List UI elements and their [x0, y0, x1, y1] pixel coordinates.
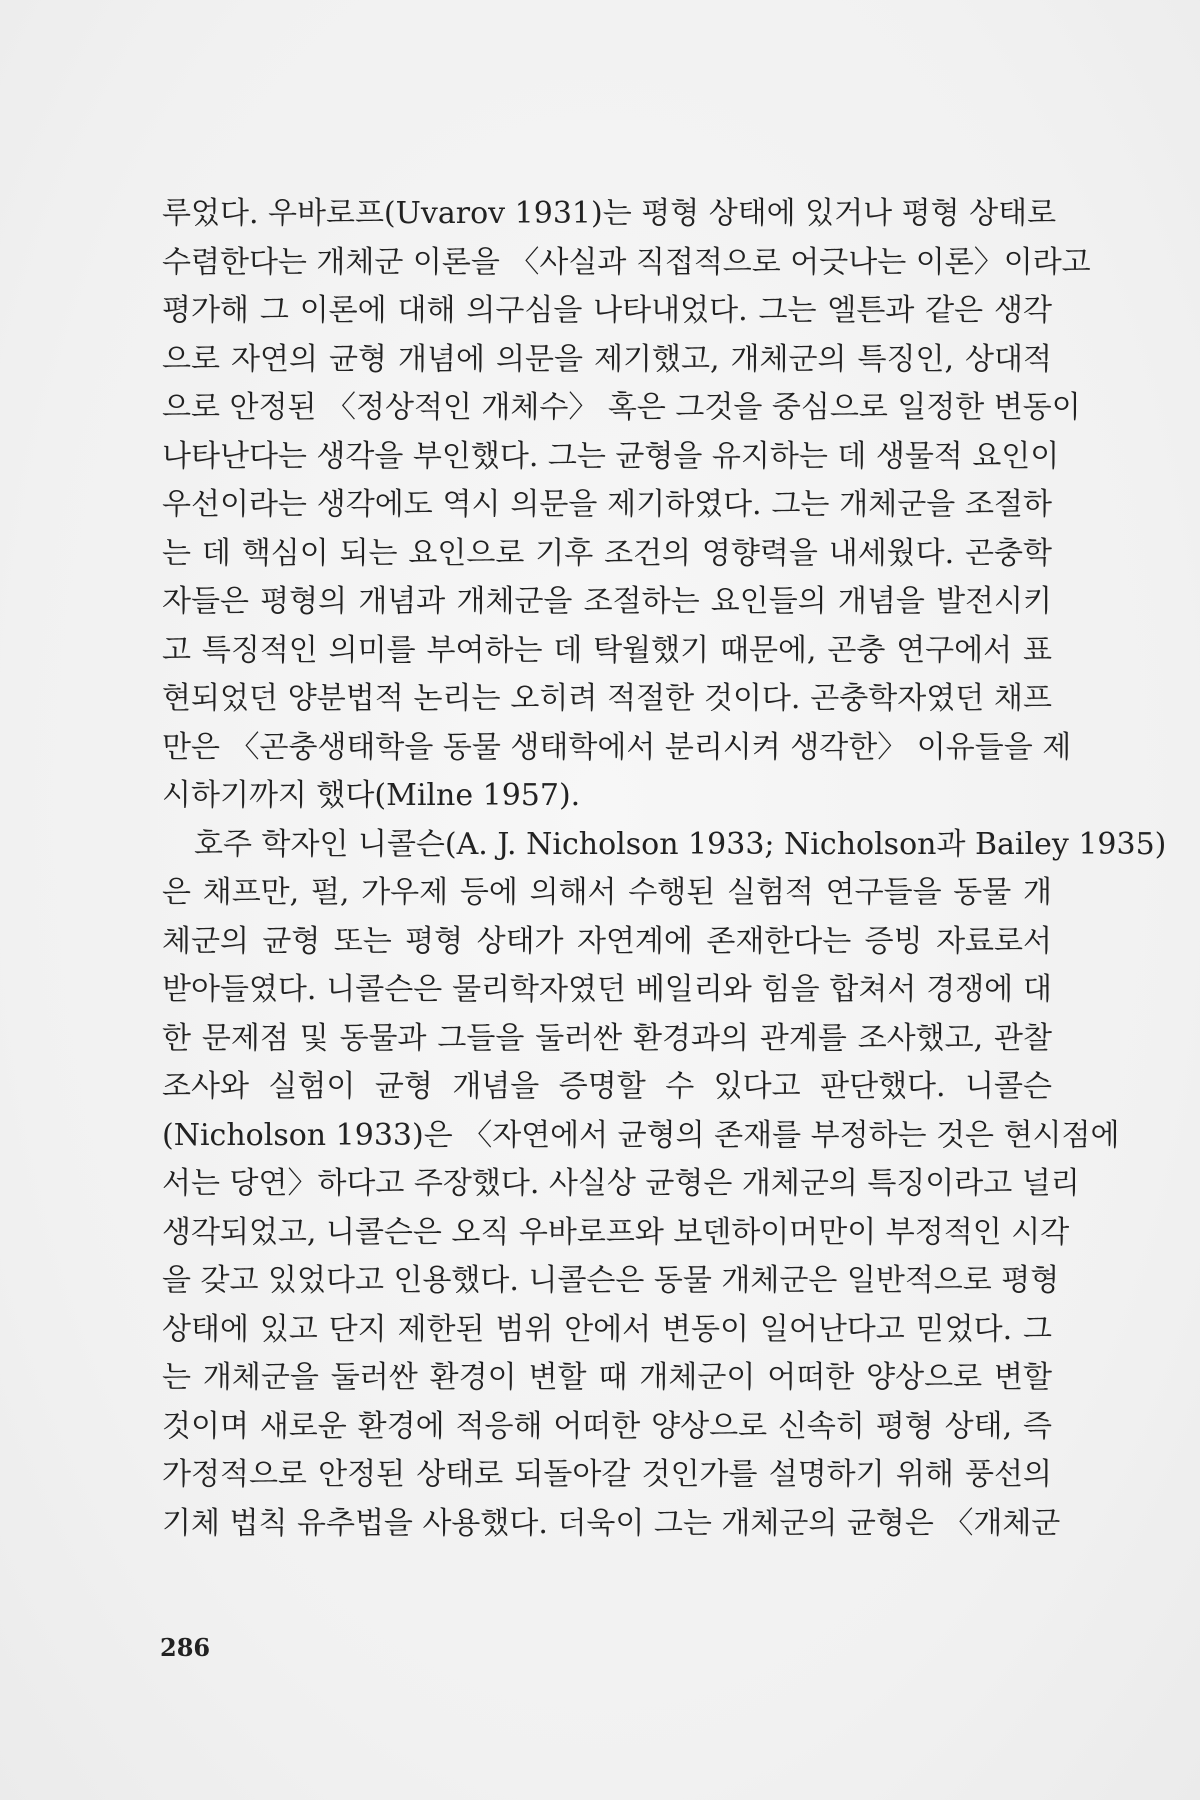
text-line: 는 개체군을 둘러싼 환경이 변할 때 개체군이 어떠한 양상으로 변할: [162, 1360, 1052, 1395]
text-line: 은 채프만, 펄, 가우제 등에 의해서 수행된 실험적 연구들을 동물 개: [162, 875, 1052, 910]
body-text: [162, 190, 1167, 1548]
text-line: 는 데 핵심이 되는 요인으로 기후 조건의 영향력을 내세웠다. 곤충학: [162, 535, 1052, 571]
text-line: 체군의 균형 또는 평형 상태가 자연계에 존재한다는 증빙 자료로서: [162, 923, 1052, 959]
text-line: 으로 자연의 균형 개념에 의문을 제기했고, 개체군의 특징인, 상대적: [162, 341, 1052, 377]
text-line: 만은 〈곤충생태학을 동물 생태학에서 분리시켜 생각한〉 이유들을 제: [162, 729, 1072, 765]
text-line: 가정적으로 안정된 상태로 되돌아갈 것인가를 설명하기 위해 풍선의: [162, 1457, 1052, 1492]
paragraph-2: [162, 821, 1167, 1549]
text-line: 루었다. 우바로프(Uvarov 1931)는 평형 상태에 있거나 평형 상태로: [162, 196, 1057, 231]
text-line: (Nicholson 1933)은 〈자연에서 균형의 존재를 부정하는 것은 현시점에: [162, 1117, 1120, 1153]
text-line: 한 문제점 및 동물과 그들을 둘러싼 환경과의 관계를 조사했고, 관찰: [162, 1020, 1052, 1056]
text-line: 상태에 있고 단지 제한된 범위 안에서 변동이 일어난다고 믿었다. 그: [162, 1311, 1052, 1347]
text-line: 나타난다는 생각을 부인했다. 그는 균형을 유지하는 데 생물적 요인이: [162, 438, 1060, 474]
text-line: 수렴한다는 개체군 이론을 〈사실과 직접적으로 어긋나는 이론〉이라고: [162, 244, 1091, 280]
page-number: 286: [160, 1633, 211, 1662]
text-line: 현되었던 양분법적 논리는 오히려 적절한 것이다. 곤충학자였던 채프: [162, 681, 1052, 716]
text-line: 을 갖고 있었다고 인용했다. 니콜슨은 동물 개체군은 일반적으로 평형: [162, 1263, 1060, 1298]
text-line: 자들은 평형의 개념과 개체군을 조절하는 요인들의 개념을 발전시키: [162, 584, 1052, 619]
text-line: 서는 당연〉하다고 주장했다. 사실상 균형은 개체군의 특징이라고 널리: [162, 1166, 1080, 1201]
text-line: 조사와 실험이 균형 개념을 증명할 수 있다고 판단했다. 니콜슨: [162, 1069, 1052, 1104]
text-line: 받아들였다. 니콜슨은 물리학자였던 베일리와 힘을 합쳐서 경쟁에 대: [162, 972, 1052, 1007]
text-line: 고 특징적인 의미를 부여하는 데 탁월했기 때문에, 곤충 연구에서 표: [162, 632, 1052, 668]
text-line: 기체 법칙 유추법을 사용했다. 더욱이 그는 개체군의 균형은 〈개체군: [162, 1505, 1061, 1541]
text-line: 것이며 새로운 환경에 적응해 어떠한 양상으로 신속히 평형 상태, 즉: [162, 1408, 1052, 1444]
text-line: 시하기까지 했다(Milne 1957).: [162, 778, 581, 813]
text-line: 평가해 그 이론에 대해 의구심을 나타내었다. 그는 엘튼과 같은 생각: [162, 293, 1052, 328]
text-line: 우선이라는 생각에도 역시 의문을 제기하였다. 그는 개체군을 조절하: [162, 487, 1052, 522]
text-line: 으로 안정된 〈정상적인 개체수〉 혹은 그것을 중심으로 일정한 변동이: [162, 390, 1081, 425]
text-line: 생각되었고, 니콜슨은 오직 우바로프와 보덴하이머만이 부정적인 시각: [162, 1214, 1070, 1250]
text-line: 호주 학자인 니콜슨(A. J. Nicholson 1933; Nicholson과 Bailey 1935): [194, 826, 1167, 862]
paragraph-1: [162, 190, 1091, 821]
